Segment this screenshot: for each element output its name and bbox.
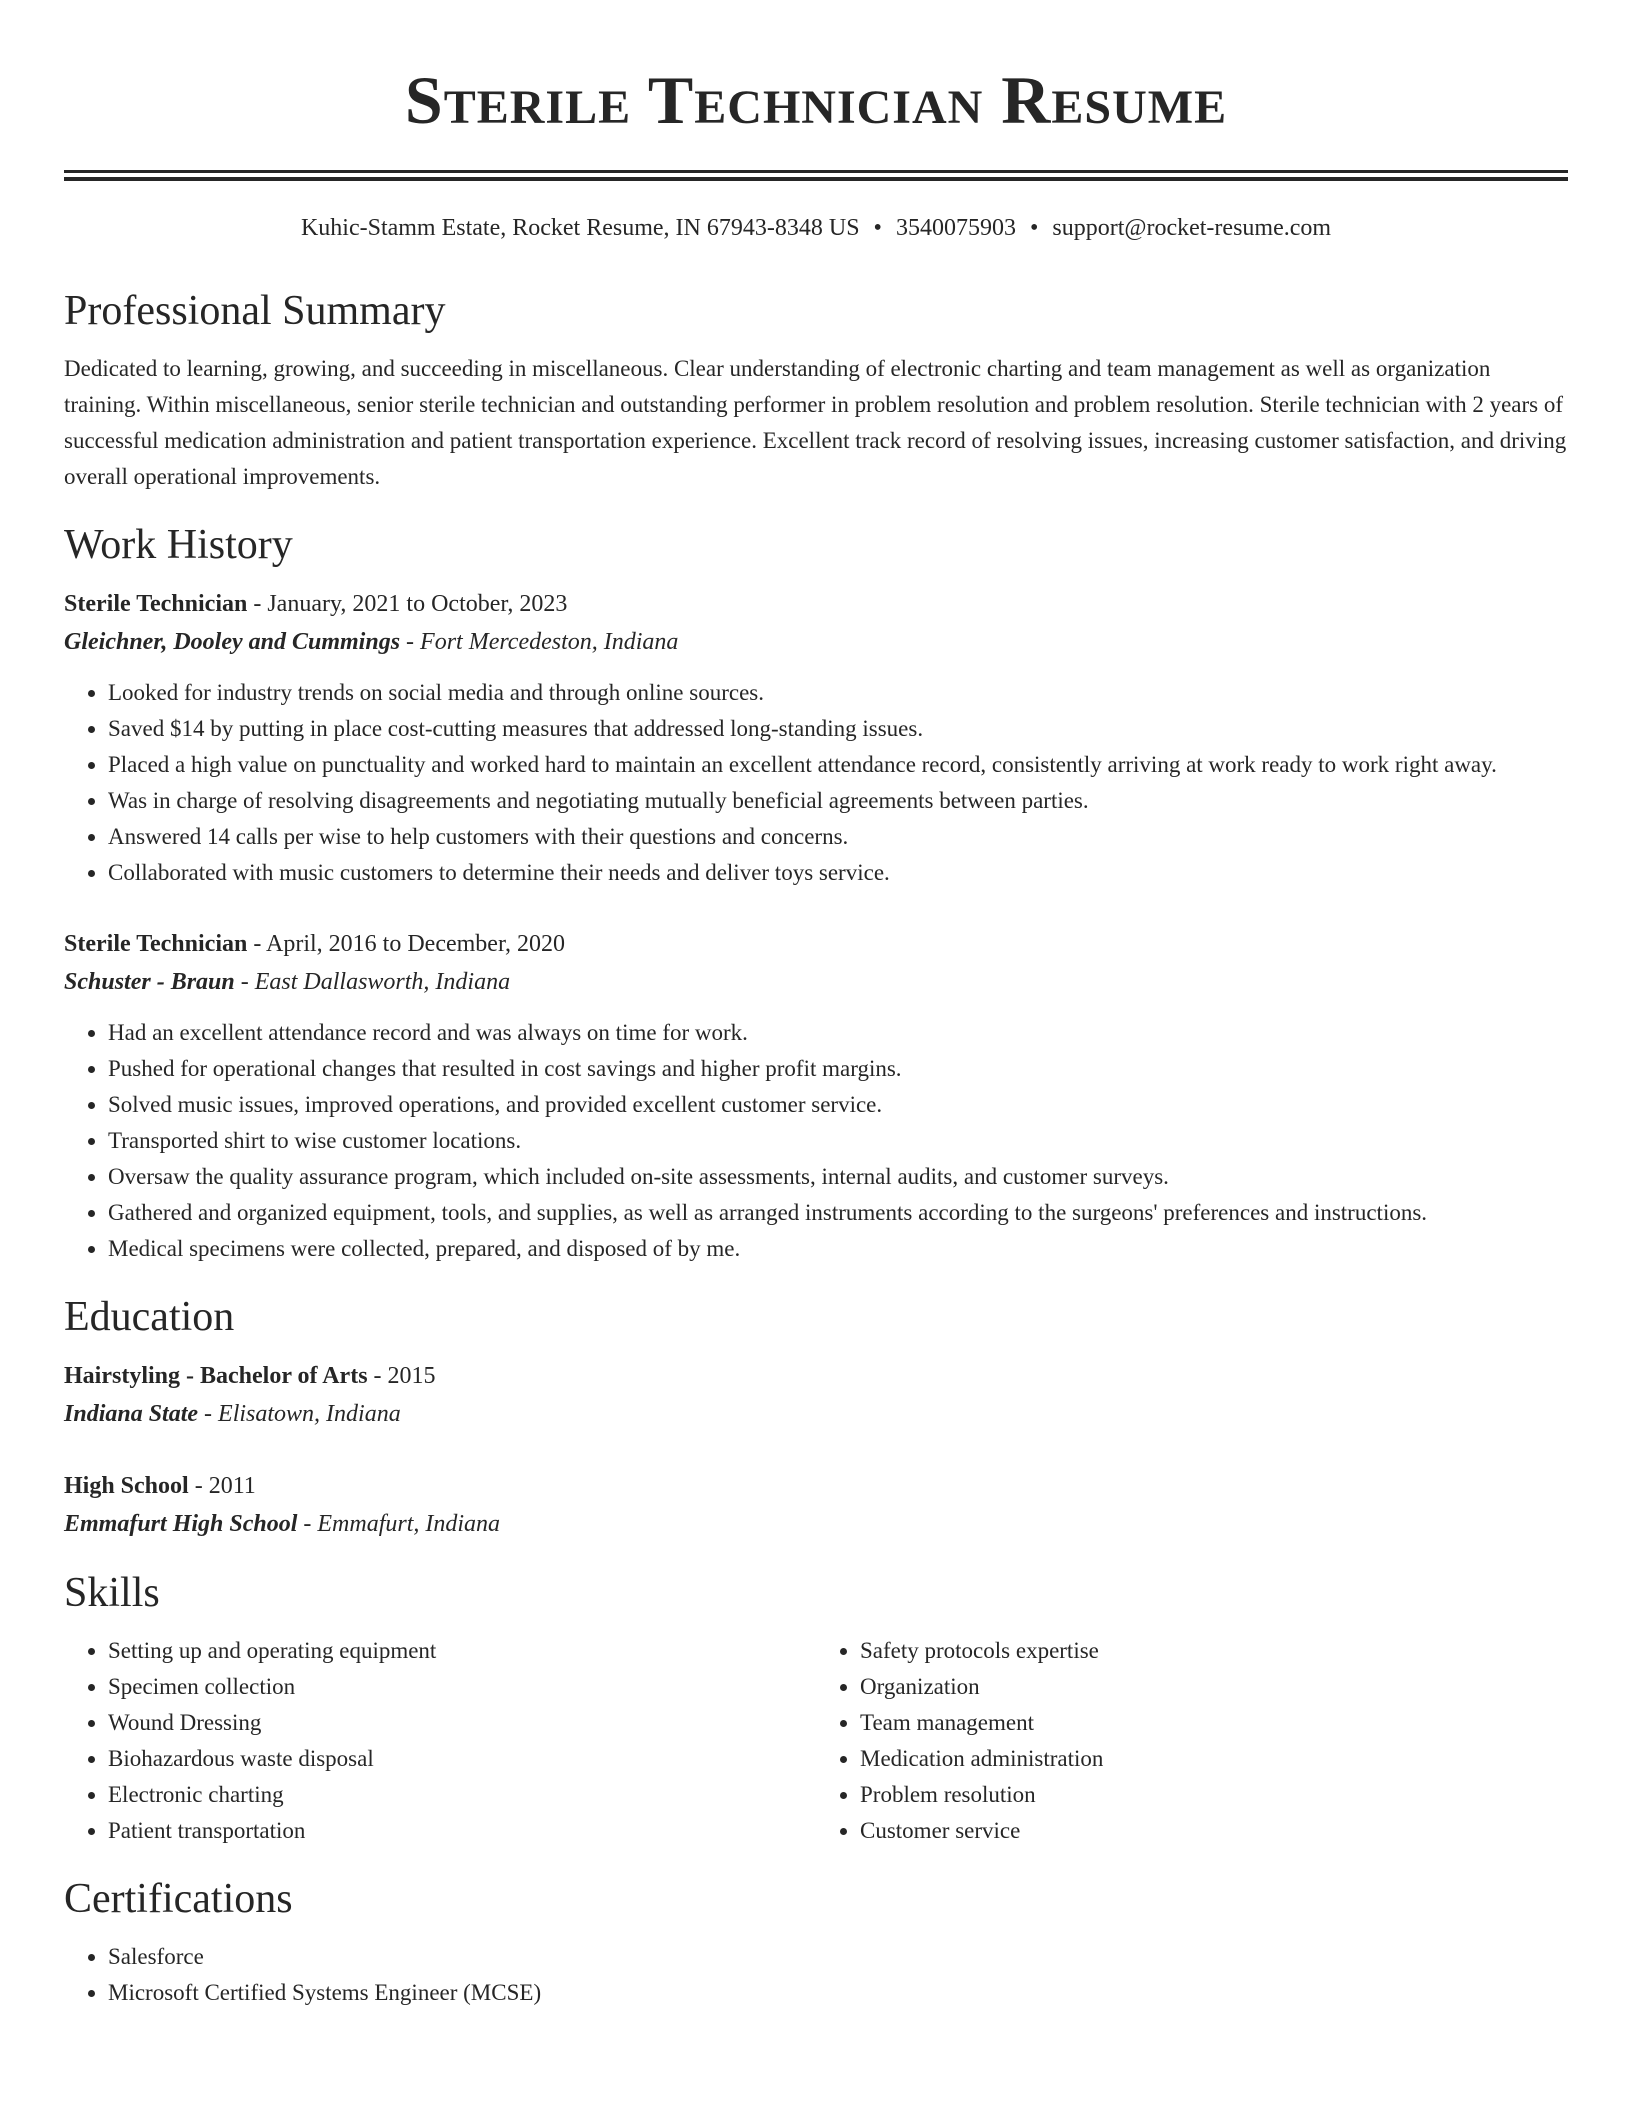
list-item: • Was in charge of resolving disagreements and negotiating mutually beneficial agreements between parties. <box>108 783 1568 819</box>
list-item: • Solved music issues, improved operations, and provided excellent customer service. <box>108 1087 1568 1123</box>
list-item: • Answered 14 calls per wise to help customers with their questions and concerns. <box>108 819 1568 855</box>
job-dates: - April, 2016 to December, 2020 <box>247 931 565 957</box>
list-item: • Collaborated with music customers to determine their needs and deliver toys service. <box>108 855 1568 891</box>
job-company: Schuster - Braun <box>64 969 235 995</box>
degree: High School <box>64 1473 189 1499</box>
skill-item: • Wound Dressing <box>108 1705 816 1741</box>
list-item: • Saved $14 by putting in place cost-cutting measures that addressed long-standing issues. <box>108 711 1568 747</box>
skill-item: • Medication administration <box>860 1741 1568 1777</box>
skill-item: • Team management <box>860 1705 1568 1741</box>
job-title-line <box>64 925 1568 963</box>
school-location: - Emmafurt, Indiana <box>297 1511 501 1537</box>
skill-item: • Specimen collection <box>108 1669 816 1705</box>
education-entry <box>64 1357 1568 1433</box>
job-bullets <box>64 1015 1568 1267</box>
degree-line <box>64 1357 1568 1395</box>
school-name: Indiana State <box>64 1401 199 1427</box>
work-history-heading: Work History <box>64 522 293 568</box>
work-history-section <box>64 519 1568 1267</box>
job-dates: - January, 2021 to October, 2023 <box>247 591 568 617</box>
list-item: • Placed a high value on punctuality and worked hard to maintain an excellent attendance record, consistently arriving at work ready to work right away. <box>108 747 1568 783</box>
job-company-line <box>64 623 1568 661</box>
certification-item: • Salesforce <box>108 1939 1568 1975</box>
certifications-section <box>64 1873 1568 2011</box>
contact-email: support@rocket-resume.com <box>1052 215 1332 241</box>
job-entry <box>64 585 1568 891</box>
contact-separator: • <box>1029 215 1039 241</box>
skills-left-column <box>64 1633 816 1849</box>
skill-item: • Problem resolution <box>860 1777 1568 1813</box>
list-item: • Looked for industry trends on social media and through online sources. <box>108 675 1568 711</box>
list-item: • Had an excellent attendance record and was always on time for work. <box>108 1015 1568 1051</box>
summary-heading: Professional Summary <box>64 288 446 334</box>
degree-line <box>64 1467 1568 1505</box>
list-item: • Transported shirt to wise customer locations. <box>108 1123 1568 1159</box>
list-item: • Gathered and organized equipment, tools, and supplies, as well as arranged instruments according to the surgeons' preferences and instructions. <box>108 1195 1568 1231</box>
job-location: - East Dallasworth, Indiana <box>234 969 511 995</box>
school-name: Emmafurt High School <box>64 1511 298 1537</box>
school-line <box>64 1505 1568 1543</box>
skills-right-column <box>816 1633 1568 1849</box>
contact-phone: 3540075903 <box>895 215 1016 241</box>
education-section <box>64 1291 1568 1543</box>
job-role: Sterile Technician <box>64 931 248 957</box>
education-heading: Education <box>64 1294 235 1340</box>
skill-item: • Organization <box>860 1669 1568 1705</box>
title-divider <box>64 170 1568 181</box>
contact-address: Kuhic-Stamm Estate, Rocket Resume, IN 67943-8348 US <box>300 215 860 241</box>
job-location: - Fort Mercedeston, Indiana <box>400 629 679 655</box>
contact-separator: • <box>873 215 882 241</box>
list-item: • Pushed for operational changes that resulted in cost savings and higher profit margins. <box>108 1051 1568 1087</box>
job-role: Sterile Technician <box>64 591 248 617</box>
skill-item: • Patient transportation <box>108 1813 816 1849</box>
education-entry <box>64 1467 1568 1543</box>
job-company-line <box>64 963 1568 1001</box>
skills-section <box>64 1567 1568 1849</box>
job-company: Gleichner, Dooley and Cummings <box>64 629 401 655</box>
skill-item: • Electronic charting <box>108 1777 816 1813</box>
summary-section <box>64 285 1568 495</box>
skill-item: • Safety protocols expertise <box>860 1633 1568 1669</box>
skill-item: • Setting up and operating equipment <box>108 1633 816 1669</box>
job-bullets <box>64 675 1568 891</box>
degree-year: - 2011 <box>188 1473 256 1499</box>
school-location: - Elisatown, Indiana <box>198 1401 401 1427</box>
skill-item: • Biohazardous waste disposal <box>108 1741 816 1777</box>
summary-text: Dedicated to learning, growing, and succeeding in miscellaneous. Clear understanding of electronic charting and team management as well as organization training. Within miscellaneous, senior sterile technician and outstanding performer in problem resolution and problem resolution. Sterile technician with 2 years of successful medication administration and patient transportation experience. Excellent track record of resolving issues, increasing customer satisfaction, and driving overall operational improvements. <box>64 356 1567 489</box>
certifications-list <box>64 1939 1568 2011</box>
skill-item: • Customer service <box>860 1813 1568 1849</box>
skills-heading: Skills <box>64 1570 160 1616</box>
list-item: • Medical specimens were collected, prepared, and disposed of by me. <box>108 1231 1568 1267</box>
job-title-line <box>64 585 1568 623</box>
skills-columns <box>64 1633 1568 1849</box>
job-entry <box>64 925 1568 1267</box>
certification-item: • Microsoft Certified Systems Engineer (MCSE) <box>108 1975 1568 2011</box>
degree: Hairstyling - Bachelor of Arts <box>64 1363 368 1389</box>
contact-line <box>64 211 1568 245</box>
degree-year: - 2015 <box>367 1363 436 1389</box>
list-item: • Oversaw the quality assurance program, which included on-site assessments, internal audits, and customer surveys. <box>108 1159 1568 1195</box>
certifications-heading: Certifications <box>64 1876 293 1922</box>
school-line <box>64 1395 1568 1433</box>
resume-title: Sterile Technician Resume <box>404 62 1228 138</box>
